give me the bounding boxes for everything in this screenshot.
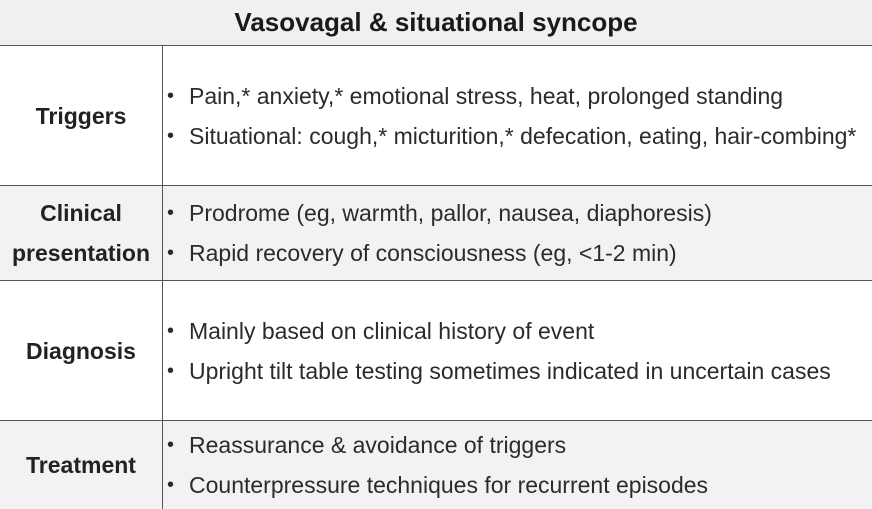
row-content-clinical-presentation (163, 186, 872, 280)
list-item (167, 116, 872, 156)
row-label-line: presentation (11, 240, 151, 266)
table-row-triggers (0, 46, 872, 186)
bullet-icon: • (167, 319, 175, 342)
bullet-text: Mainly based on clinical history of event (189, 317, 595, 344)
table-title: Vasovagal & situational syncope (0, 0, 872, 45)
bullet-icon: • (167, 474, 175, 496)
row-label-clinical-presentation (0, 186, 163, 280)
bullet-text: Rapid recovery of consciousness (eg, <1-2 min) (189, 240, 677, 266)
bullet-text: Prodrome (eg, warmth, pallor, nausea, diaphoresis) (189, 200, 712, 226)
bullet-icon: • (167, 434, 175, 456)
row-label-diagnosis: Diagnosis (0, 281, 163, 420)
bullet-text: Counterpressure techniques for recurrent episodes (189, 472, 709, 498)
list-item (167, 465, 872, 505)
bullet-icon: • (167, 202, 175, 224)
table-row-treatment (0, 421, 872, 509)
list-item (167, 311, 872, 351)
syncope-table (0, 45, 872, 509)
list-item (167, 193, 872, 233)
list-item (167, 425, 872, 465)
bullet-icon: • (167, 242, 175, 264)
row-label-line: Clinical (40, 200, 122, 226)
row-content-triggers (163, 46, 872, 185)
row-label-triggers: Triggers (0, 46, 163, 185)
bullet-icon: • (167, 359, 175, 382)
list-item (167, 233, 872, 273)
row-content-treatment (163, 421, 872, 509)
list-item (167, 76, 872, 116)
bullet-text: Upright tilt table testing sometimes indicated in uncertain cases (189, 357, 831, 384)
bullet-text: Reassurance & avoidance of triggers (189, 432, 567, 458)
table-row-clinical-presentation (0, 186, 872, 281)
row-label-treatment: Treatment (0, 421, 163, 509)
bullet-icon: • (167, 84, 175, 107)
table-row-diagnosis (0, 281, 872, 421)
bullet-text: Pain,* anxiety,* emotional stress, heat, prolonged standing (189, 82, 784, 109)
bullet-text: Situational: cough,* micturition,* defecation, eating, hair-combing* (189, 122, 857, 149)
list-item (167, 351, 872, 391)
row-content-diagnosis (163, 281, 872, 420)
bullet-icon: • (167, 124, 175, 147)
